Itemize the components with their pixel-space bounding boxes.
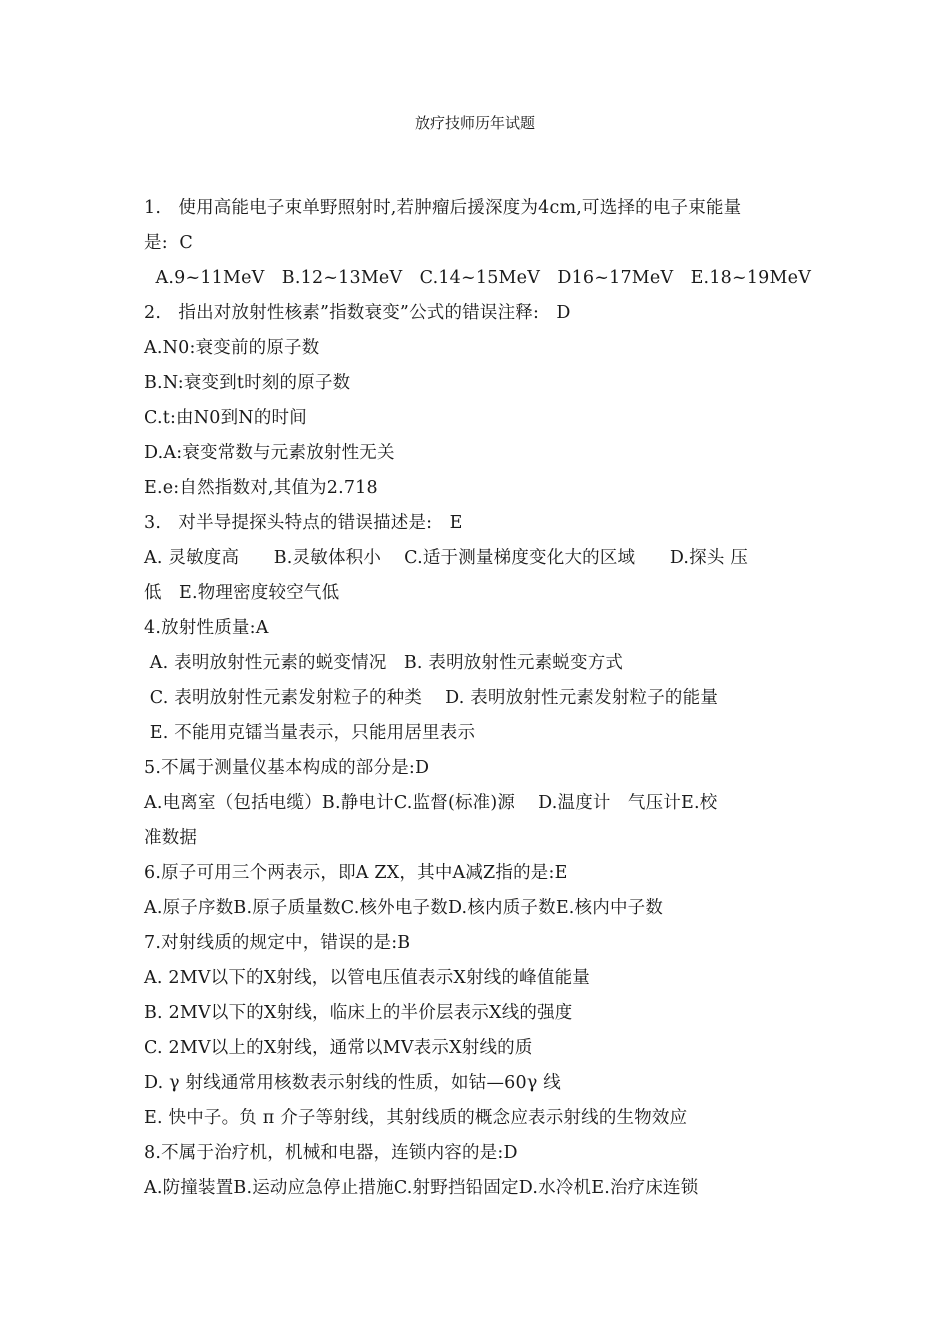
text-line: 4.放射性质量:A [144,618,269,638]
text-line: A. 2MV以下的X射线，以管电压值表示X射线的峰值能量 [144,968,590,988]
text-line: 5.不属于测量仪基本构成的部分是:D [144,758,430,778]
text-line: 3. 对半导提探头特点的错误描述是: E [144,513,463,533]
text-line: E. 快中子。负 π 介子等射线，其射线质的概念应表示射线的生物效应 [144,1108,688,1128]
text-line: A.N0:衰变前的原子数 [144,338,320,358]
text-line: A.9~11MeV B.12~13MeV C.14~15MeV D16~17MeV E.18~19MeV [144,268,812,288]
text-line: E.e:自然指数对,其值为2.718 [144,478,378,498]
document-title: 放疗技师历年试题 [414,114,535,132]
text-line: C. 2MV以上的X射线，通常以MV表示X射线的质 [144,1038,533,1058]
text-line: C.t:由N0到N的时间 [144,408,307,428]
text-line: D. γ 射线通常用核数表示射线的性质，如钴—60γ 线 [144,1073,561,1093]
text-line: 是: C [144,233,193,253]
text-line: B. 2MV以下的X射线，临床上的半价层表示X线的强度 [144,1003,573,1023]
text-line: 2. 指出对放射性核素”指数衰变”公式的错误注释: D [144,303,571,323]
document-body [144,191,814,1206]
text-line: A.原子序数B.原子质量数C.核外电子数D.核内质子数E.核内中子数 [144,898,664,918]
text-line: 8.不属于治疗机，机械和电器，连锁内容的是:D [144,1143,518,1163]
text-line: E. 不能用克镭当量表示，只能用居里表示 [144,723,476,743]
text-line: A. 灵敏度高 B.灵敏体积小 C.适于测量梯度变化大的区域 D.探头 压 [144,548,749,568]
text-line: A. 表明放射性元素的蜕变情况 B. 表明放射性元素蜕变方式 [144,653,624,673]
text-line: 1. 使用高能电子束单野照射时,若肿瘤后援深度为4cm,可选择的电子束能量 [144,198,742,218]
text-line: A.电离室（包括电缆）B.静电计C.监督(标准)源 D.温度计 气压计E.校 [144,793,718,813]
text-line: 准数据 [144,828,198,848]
text-line: 6.原子可用三个两表示，即A ZX，其中A减Z指的是:E [144,863,568,883]
text-line: C. 表明放射性元素发射粒子的种类 D. 表明放射性元素发射粒子的能量 [144,688,719,708]
text-line: A.防撞装置B.运动应急停止措施C.射野挡铅固定D.水冷机E.治疗床连锁 [144,1178,699,1198]
text-line: D.A:衰变常数与元素放射性无关 [144,443,395,463]
text-line: 低 E.物理密度较空气低 [144,583,340,603]
text-line: 7.对射线质的规定中，错误的是:B [144,933,411,953]
text-line: B.N:衰变到t时刻的原子数 [144,373,351,393]
